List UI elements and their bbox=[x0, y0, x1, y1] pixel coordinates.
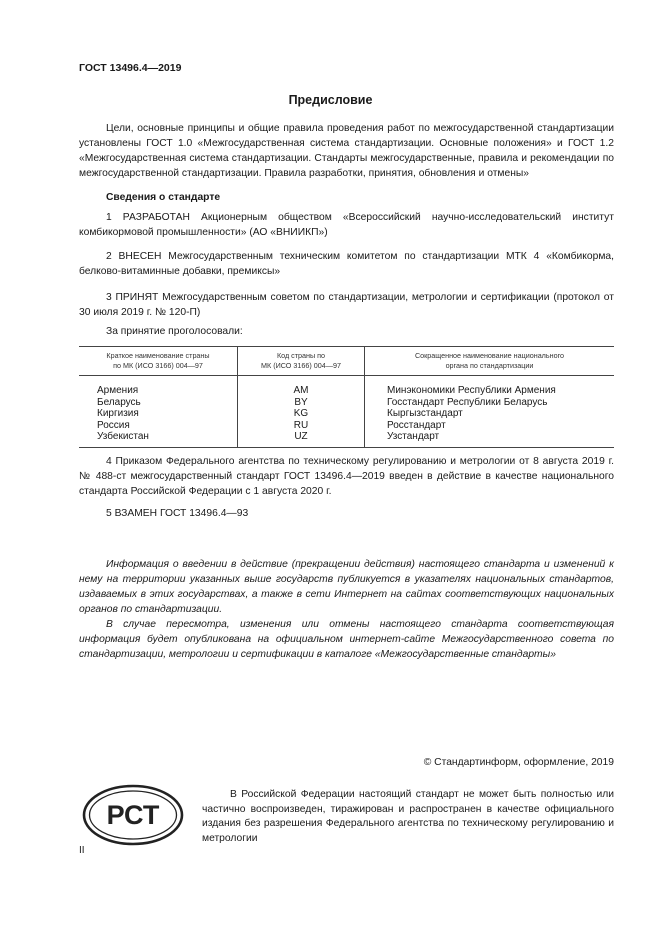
table-row bbox=[79, 397, 614, 409]
info-paragraph-1: Информация о введении в действие (прекращении действия) настоящего стандарта и изменений к нему на территории указанных выше государств публикуется в указателях национальных стандартов, издаваемых в этих государствах, а также в сети Интернет на сайтах соответствующих национальных органов по стандартизации. bbox=[79, 559, 614, 615]
cell-code: UZ bbox=[238, 431, 365, 447]
cell-body: Узстандарт bbox=[365, 431, 615, 447]
cell-code: KG bbox=[238, 408, 365, 420]
cell-country: Киргизия bbox=[79, 408, 238, 420]
cell-country: Беларусь bbox=[79, 397, 238, 409]
item-developed: 1 РАЗРАБОТАН Акционерным обществом «Всероссийский научно-исследовательский институт комбикормовой промышленности» (АО «ВНИИКП») bbox=[79, 212, 614, 238]
page-title: Предисловие bbox=[288, 93, 373, 107]
cell-body: Минэкономики Республики Армения bbox=[387, 385, 556, 396]
rst-logo-icon bbox=[82, 784, 184, 846]
table-row bbox=[79, 408, 614, 420]
table-row bbox=[79, 431, 614, 447]
table-row bbox=[79, 376, 614, 397]
cell-body: Росстандарт bbox=[387, 419, 446, 431]
reproduction-notice: В Российской Федерации настоящий стандарт не может быть полностью или частично воспроизведен, тиражирован и распространен в качестве официального издания без разрешения Федерального агентства по техническому регулированию и метрологии bbox=[202, 789, 614, 844]
header-body-line1: Сокращенное наименование национального bbox=[414, 351, 565, 360]
cell-country: Россия bbox=[79, 420, 238, 432]
copyright-line: © Стандартинформ, оформление, 2019 bbox=[423, 757, 614, 768]
rst-logo bbox=[82, 784, 184, 851]
document-code-header: ГОСТ 13496.4—2019 bbox=[79, 62, 182, 74]
item-introduced: 2 ВНЕСЕН Межгосударственным техническим комитетом по стандартизации МТК 4 «Комбикорма, белково-витаминные добавки, премиксы» bbox=[79, 251, 614, 277]
cell-body: Госстандарт Республики Беларусь bbox=[387, 396, 548, 408]
rst-logo-text: РСТ bbox=[106, 800, 160, 830]
page-number: II bbox=[79, 845, 85, 856]
table-header-row bbox=[79, 347, 614, 376]
header-country-line1: Краткое наименование страны bbox=[106, 351, 210, 360]
header-code-line1: Код страны по bbox=[276, 351, 326, 360]
header-body-line2: органа по стандартизации bbox=[445, 361, 534, 370]
voting-table bbox=[79, 346, 614, 448]
voted-label: За принятие проголосовали: bbox=[106, 326, 243, 337]
cell-code: RU bbox=[238, 420, 365, 432]
cell-country: Узбекистан bbox=[79, 431, 238, 447]
standard-info-heading: Сведения о стандарте bbox=[106, 192, 221, 203]
item-replaces: 5 ВЗАМЕН ГОСТ 13496.4—93 bbox=[106, 508, 249, 519]
info-paragraph-2: В случае пересмотра, изменения или отмены настоящего стандарта соответствующая информация будет опубликована на официальном интернет-сайте Межгосударственного совета по стандартизации, метрологии и сертификации в каталоге «Межгосударственные стандарты» bbox=[79, 619, 614, 660]
header-code bbox=[238, 347, 365, 376]
cell-code: AM bbox=[238, 376, 365, 397]
intro-paragraph: Цели, основные принципы и общие правила проведения работ по межгосударственной стандартизации установлены ГОСТ 1.0 «Межгосударственная система стандартизации. Основные положения» и ГОСТ 1.2 «Межгосударственная система стандартизации. Стандарты межгосударственные, правила и рекомендации по межгосударственной стандартизации. Правила разработки, принятия, обновления и отмены» bbox=[79, 123, 614, 179]
cell-code: BY bbox=[238, 397, 365, 409]
header-country bbox=[79, 347, 238, 376]
header-country-line2: по МК (ИСО 3166) 004—97 bbox=[113, 361, 203, 370]
item-enacted: 4 Приказом Федерального агентства по техническому регулированию и метрологии от 8 августа 2019 г. № 488-ст межгосударственный стандарт ГОСТ 13496.4—2019 введен в действие в качестве национального стандарта Российской Федерации с 1 августа 2020 г. bbox=[79, 456, 614, 497]
header-code-line2: МК (ИСО 3166) 004—97 bbox=[261, 361, 341, 370]
table-row bbox=[79, 420, 614, 432]
header-body bbox=[365, 347, 615, 376]
item-adopted: 3 ПРИНЯТ Межгосударственным советом по стандартизации, метрологии и сертификации (протокол от 30 июля 2019 г. № 120-П) bbox=[79, 292, 614, 318]
cell-country: Армения bbox=[79, 376, 238, 397]
cell-body: Кыргызстандарт bbox=[387, 408, 463, 420]
